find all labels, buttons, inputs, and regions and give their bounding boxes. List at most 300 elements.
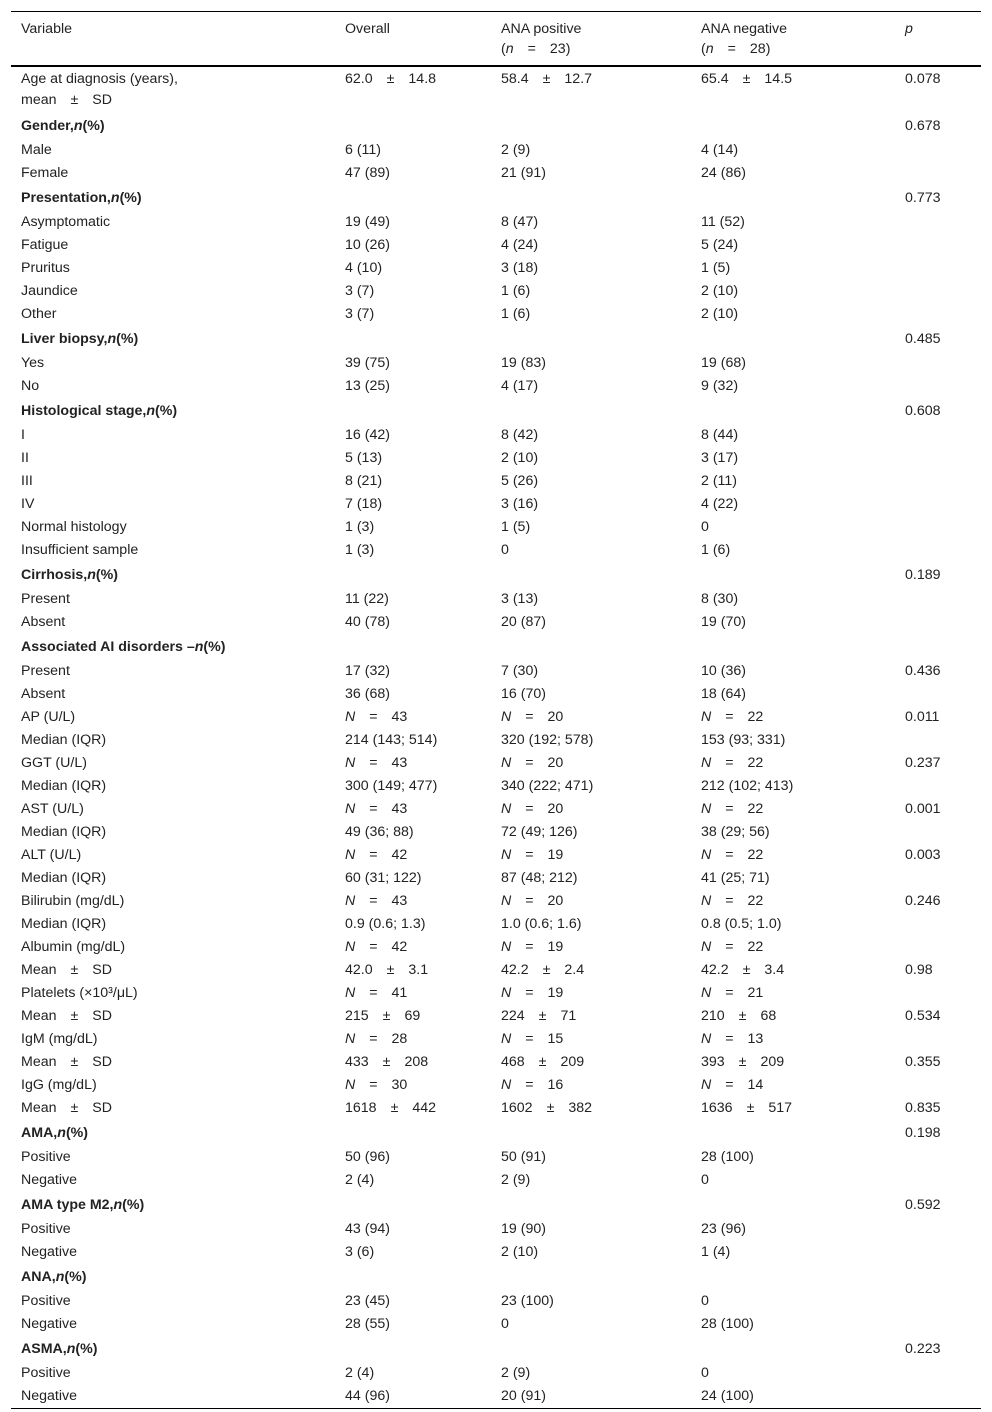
age-ana-negative: 65.4 ± 14.5 <box>701 71 793 87</box>
row-label: Normal histology <box>21 519 127 535</box>
cell-p-value <box>895 1074 981 1097</box>
row-label: Absent <box>21 686 66 702</box>
cell-p-value <box>895 821 981 844</box>
row-label: Positive <box>21 1365 71 1381</box>
cell-ana-positive: 16 (70) <box>501 686 546 702</box>
cell-p-value <box>895 516 981 539</box>
row-label: Mean ± SD <box>21 1100 113 1116</box>
cell-ana-negative <box>691 326 895 352</box>
cell-ana-negative: 210 ± 68 <box>701 1008 777 1024</box>
cell-ana-positive: 8 (42) <box>501 427 539 443</box>
cell-p-value <box>895 634 981 660</box>
cell-ana-positive: 3 (16) <box>501 496 539 512</box>
cell-ana-positive-n-value: 20 <box>547 755 564 771</box>
cell-overall: N = 42 <box>345 847 408 863</box>
header-ana-positive-n-label: n <box>505 41 514 57</box>
row-label: Pruritus <box>21 260 70 276</box>
cell-p-value <box>895 1241 981 1264</box>
cell-p-value: 0.98 <box>905 962 933 978</box>
cell-p-value <box>895 257 981 280</box>
section-pct-label: (%) <box>65 1125 89 1141</box>
cell-ana-positive-n-value: 16 <box>547 1077 564 1093</box>
cell-ana-negative-n-symbol: N <box>701 755 712 771</box>
cell-p-value <box>895 162 981 185</box>
row-label: Insufficient sample <box>21 542 139 558</box>
cell-ana-negative: 3 (17) <box>701 450 739 466</box>
table-row <box>11 113 981 139</box>
cell-overall: 19 (49) <box>345 214 390 230</box>
cell-overall <box>335 1192 491 1218</box>
cell-p-value: 0.001 <box>905 801 941 817</box>
cell-overall: 49 (36; 88) <box>345 824 414 840</box>
section-n-label: n <box>55 1269 65 1285</box>
row-label: Fatigue <box>21 237 69 253</box>
section-n-label: n <box>113 1197 123 1213</box>
cell-overall: 1 (3) <box>345 542 375 558</box>
section-label: Gender, <box>21 118 74 134</box>
table-row <box>11 398 981 424</box>
cell-ana-positive <box>491 562 691 588</box>
cell-overall-n-symbol: N <box>345 939 356 955</box>
cell-ana-positive <box>491 1192 691 1218</box>
table-row <box>11 162 981 185</box>
cell-ana-negative: N = 22 <box>701 847 764 863</box>
cell-p-value: 0.773 <box>905 190 941 206</box>
row-label: Median (IQR) <box>21 824 107 840</box>
cell-ana-negative: 42.2 ± 3.4 <box>701 962 785 978</box>
cell-p-value: 0.534 <box>905 1008 941 1024</box>
cell-p-value <box>895 1146 981 1169</box>
cell-ana-positive: 2 (9) <box>501 1172 531 1188</box>
table-row <box>11 470 981 493</box>
cell-ana-positive: 2 (10) <box>501 450 539 466</box>
age-ana-positive: 58.4 ± 12.7 <box>501 71 593 87</box>
cell-overall-n-symbol: N <box>345 1031 356 1047</box>
cell-ana-positive: 1602 ± 382 <box>501 1100 593 1116</box>
cell-ana-positive <box>491 398 691 424</box>
cell-ana-positive-n-value: 20 <box>547 893 564 909</box>
table-row <box>11 211 981 234</box>
table-row <box>11 660 981 683</box>
cell-ana-positive: 1 (6) <box>501 306 531 322</box>
cell-ana-negative-n-symbol: N <box>701 893 712 909</box>
table-row <box>11 752 981 775</box>
header-ana-positive: ANA positive (n = 23) <box>501 21 582 57</box>
cell-overall <box>335 1336 491 1362</box>
cell-ana-positive: 87 (48; 212) <box>501 870 578 886</box>
age-p-value: 0.078 <box>905 71 941 87</box>
row-label: Positive <box>21 1293 71 1309</box>
cell-ana-negative: N = 22 <box>701 893 764 909</box>
cell-ana-positive: N = 15 <box>501 1031 564 1047</box>
section-label: Cirrhosis, <box>21 567 88 583</box>
section-label: Histological stage, <box>21 403 147 419</box>
header-ana-negative: ANA negative (n = 28) <box>701 21 787 57</box>
cell-ana-positive: N = 20 <box>501 801 564 817</box>
cell-ana-negative: N = 21 <box>701 985 764 1001</box>
cell-overall <box>335 326 491 352</box>
cell-ana-negative: 5 (24) <box>701 237 739 253</box>
table-row-age <box>11 66 981 113</box>
cell-ana-negative: 393 ± 209 <box>701 1054 785 1070</box>
cell-ana-positive <box>491 185 691 211</box>
cell-overall: 1 (3) <box>345 519 375 535</box>
row-label: Other <box>21 306 57 322</box>
cell-p-value <box>895 211 981 234</box>
cell-overall: 39 (75) <box>345 355 390 371</box>
table-row <box>11 775 981 798</box>
row-label: Present <box>21 591 70 607</box>
cell-ana-positive: 340 (222; 471) <box>501 778 594 794</box>
cell-p-value <box>895 913 981 936</box>
table-row <box>11 1362 981 1385</box>
section-n-label: n <box>66 1341 76 1357</box>
section-n-label: n <box>57 1125 66 1141</box>
row-label: Median (IQR) <box>21 778 107 794</box>
cell-ana-positive: N = 20 <box>501 893 564 909</box>
cell-ana-negative: 1 (4) <box>701 1244 731 1260</box>
cell-ana-positive <box>491 1120 691 1146</box>
cell-ana-positive: 0 <box>501 542 509 558</box>
cell-ana-negative-n-value: 22 <box>747 709 764 725</box>
table-row <box>11 303 981 326</box>
cell-p-value <box>895 1028 981 1051</box>
table-row <box>11 611 981 634</box>
section-heading <box>11 1336 335 1362</box>
row-label: IV <box>21 496 35 512</box>
cell-p-value: 0.608 <box>905 403 941 419</box>
row-label: Female <box>21 165 69 181</box>
cell-ana-negative: 1 (5) <box>701 260 731 276</box>
section-label: AMA, <box>21 1125 58 1141</box>
table-row <box>11 913 981 936</box>
cell-ana-negative-n-value: 22 <box>747 755 764 771</box>
cell-ana-negative: 4 (14) <box>701 142 739 158</box>
cell-ana-positive-n-value: 19 <box>547 985 564 1001</box>
cell-ana-positive-n-symbol: N <box>501 709 512 725</box>
cell-p-value: 0.237 <box>905 755 941 771</box>
cell-ana-negative: 0 <box>701 1293 709 1309</box>
table-body <box>11 66 981 1409</box>
row-label: III <box>21 473 33 489</box>
results-table <box>11 11 981 1409</box>
age-label <box>11 66 335 113</box>
cell-ana-negative: 24 (100) <box>701 1388 754 1404</box>
cell-ana-positive: 1.0 (0.6; 1.6) <box>501 916 582 932</box>
section-pct-label: (%) <box>64 1269 87 1285</box>
cell-overall: 23 (45) <box>345 1293 390 1309</box>
section-pct-label: (%) <box>82 118 105 134</box>
cell-ana-negative: 0.8 (0.5; 1.0) <box>701 916 782 932</box>
row-label: No <box>21 378 40 394</box>
cell-ana-positive: N = 19 <box>501 985 564 1001</box>
cell-ana-negative-n-symbol: N <box>701 1031 712 1047</box>
cell-p-value: 0.485 <box>905 331 941 347</box>
table-row <box>11 844 981 867</box>
table-row <box>11 706 981 729</box>
cell-overall <box>335 562 491 588</box>
cell-ana-negative: 19 (68) <box>701 355 746 371</box>
row-label: Negative <box>21 1316 77 1332</box>
cell-ana-negative: 41 (25; 71) <box>701 870 770 886</box>
cell-ana-negative: 212 (102; 413) <box>701 778 794 794</box>
cell-p-value <box>895 936 981 959</box>
cell-overall: 10 (26) <box>345 237 390 253</box>
cell-ana-positive-n-value: 19 <box>547 939 564 955</box>
cell-p-value <box>895 1362 981 1385</box>
cell-ana-negative <box>691 562 895 588</box>
row-label: I <box>21 427 25 443</box>
row-label: Absent <box>21 614 66 630</box>
cell-p-value: 0.223 <box>905 1341 941 1357</box>
cell-ana-positive-n-value: 15 <box>547 1031 564 1047</box>
row-label: Positive <box>21 1149 71 1165</box>
cell-p-value <box>895 234 981 257</box>
cell-ana-negative: N = 22 <box>701 939 764 955</box>
cell-overall <box>335 634 491 660</box>
cell-ana-positive <box>491 113 691 139</box>
cell-ana-negative: 2 (10) <box>701 283 739 299</box>
cell-p-value <box>895 1264 981 1290</box>
cell-p-value: 0.436 <box>905 663 941 679</box>
cell-ana-negative: 19 (70) <box>701 614 746 630</box>
cell-p-value: 0.835 <box>905 1100 941 1116</box>
header-ana-negative-n-value: 28 <box>749 41 766 57</box>
cell-p-value <box>895 424 981 447</box>
section-n-label: n <box>73 118 83 134</box>
table-row <box>11 562 981 588</box>
cell-p-value <box>895 303 981 326</box>
row-label: Yes <box>21 355 45 371</box>
cell-ana-negative-n-value: 14 <box>747 1077 764 1093</box>
row-label: Mean ± SD <box>21 1054 113 1070</box>
cell-p-value <box>895 1313 981 1336</box>
cell-overall: N = 41 <box>345 985 408 1001</box>
row-label: IgG (mg/dL) <box>21 1077 97 1093</box>
age-overall: 62.0 ± 14.8 <box>345 71 437 87</box>
cell-p-value <box>895 982 981 1005</box>
cell-ana-positive: 1 (6) <box>501 283 531 299</box>
cell-overall: 214 (143; 514) <box>345 732 438 748</box>
cell-p-value: 0.011 <box>905 709 940 725</box>
section-n-label: n <box>87 567 96 583</box>
cell-overall: 433 ± 208 <box>345 1054 429 1070</box>
cell-ana-negative: 0 <box>701 519 709 535</box>
row-label: Negative <box>21 1388 77 1404</box>
cell-ana-positive <box>491 1336 691 1362</box>
cell-ana-positive: 2 (9) <box>501 1365 531 1381</box>
cell-ana-positive: 20 (87) <box>501 614 546 630</box>
table-row <box>11 1290 981 1313</box>
cell-ana-negative: 23 (96) <box>701 1221 746 1237</box>
cell-overall: 50 (96) <box>345 1149 390 1165</box>
cell-ana-positive-n-symbol: N <box>501 1077 512 1093</box>
section-n-label: n <box>194 639 204 655</box>
cell-ana-positive: 42.2 ± 2.4 <box>501 962 585 978</box>
cell-overall: 2 (4) <box>345 1172 375 1188</box>
table-row <box>11 1074 981 1097</box>
table-row <box>11 375 981 398</box>
cell-ana-positive: N = 19 <box>501 939 564 955</box>
section-n-label: n <box>146 403 156 419</box>
row-label: Albumin (mg/dL) <box>21 939 126 955</box>
row-label: AST (U/L) <box>21 801 84 817</box>
row-label: GGT (U/L) <box>21 755 87 771</box>
cell-ana-negative: 18 (64) <box>701 686 746 702</box>
row-label: Positive <box>21 1221 71 1237</box>
cell-overall-n-value: 28 <box>391 1031 408 1047</box>
row-label: AP (U/L) <box>21 709 76 725</box>
cell-p-value <box>895 375 981 398</box>
cell-p-value <box>895 611 981 634</box>
table-container <box>11 11 981 1409</box>
cell-overall: 13 (25) <box>345 378 390 394</box>
section-pct-label: (%) <box>75 1341 98 1357</box>
table-row <box>11 1146 981 1169</box>
table-row <box>11 867 981 890</box>
cell-ana-negative: 2 (10) <box>701 306 739 322</box>
cell-p-value <box>895 280 981 303</box>
cell-ana-positive: 2 (9) <box>501 142 531 158</box>
table-row <box>11 352 981 375</box>
cell-ana-positive: 7 (30) <box>501 663 539 679</box>
cell-ana-positive-n-symbol: N <box>501 1031 512 1047</box>
section-heading <box>11 185 335 211</box>
cell-ana-positive: 224 ± 71 <box>501 1008 577 1024</box>
row-label: Present <box>21 663 70 679</box>
table-row <box>11 234 981 257</box>
cell-ana-negative: 9 (32) <box>701 378 739 394</box>
cell-ana-negative: 4 (22) <box>701 496 739 512</box>
cell-ana-negative: 10 (36) <box>701 663 746 679</box>
cell-ana-negative: N = 14 <box>701 1077 764 1093</box>
age-label-line2: mean ± SD <box>21 92 113 108</box>
cell-ana-negative-n-value: 22 <box>747 847 764 863</box>
cell-overall-n-symbol: N <box>345 801 356 817</box>
cell-ana-positive: 4 (17) <box>501 378 539 394</box>
table-row <box>11 424 981 447</box>
cell-overall: 1618 ± 442 <box>345 1100 437 1116</box>
table-row <box>11 516 981 539</box>
section-label: Liver biopsy, <box>21 331 108 347</box>
cell-ana-negative: 2 (11) <box>701 473 738 489</box>
cell-ana-positive: 19 (83) <box>501 355 546 371</box>
cell-ana-positive <box>491 634 691 660</box>
cell-ana-negative: 11 (52) <box>701 214 745 230</box>
cell-overall: 215 ± 69 <box>345 1008 421 1024</box>
cell-overall: N = 30 <box>345 1077 408 1093</box>
cell-overall: 28 (55) <box>345 1316 390 1332</box>
cell-overall: 11 (22) <box>345 591 389 607</box>
cell-p-value: 0.678 <box>905 118 941 134</box>
row-label: Median (IQR) <box>21 870 107 886</box>
cell-ana-positive: 2 (10) <box>501 1244 539 1260</box>
cell-ana-negative <box>691 113 895 139</box>
cell-overall: 40 (78) <box>345 614 390 630</box>
table-row <box>11 1005 981 1028</box>
cell-ana-negative: N = 22 <box>701 801 764 817</box>
section-label: ANA, <box>21 1269 56 1285</box>
row-label: Platelets (×10³/μL) <box>21 985 138 1001</box>
cell-overall: 60 (31; 122) <box>345 870 422 886</box>
cell-overall: 7 (18) <box>345 496 383 512</box>
cell-ana-positive-n-symbol: N <box>501 939 512 955</box>
cell-overall-n-symbol: N <box>345 985 356 1001</box>
cell-ana-negative: 28 (100) <box>701 1149 754 1165</box>
cell-overall <box>335 1120 491 1146</box>
table-row <box>11 798 981 821</box>
section-heading <box>11 562 335 588</box>
table-row <box>11 588 981 611</box>
cell-overall: N = 42 <box>345 939 408 955</box>
row-label: Jaundice <box>21 283 78 299</box>
cell-overall-n-value: 43 <box>391 709 408 725</box>
header-overall: Overall <box>345 21 390 37</box>
cell-p-value: 0.003 <box>905 847 941 863</box>
header-ana-positive-n-value: 23 <box>549 41 566 57</box>
row-label: Median (IQR) <box>21 916 107 932</box>
cell-ana-negative <box>691 634 895 660</box>
age-label-line1: Age at diagnosis (years), <box>21 71 178 87</box>
cell-ana-positive-n-symbol: N <box>501 985 512 1001</box>
cell-overall: 5 (13) <box>345 450 383 466</box>
cell-overall-n-symbol: N <box>345 893 356 909</box>
row-label: II <box>21 450 29 466</box>
cell-ana-negative <box>691 185 895 211</box>
cell-ana-positive: 468 ± 209 <box>501 1054 585 1070</box>
cell-ana-positive <box>491 1264 691 1290</box>
table-row <box>11 1385 981 1409</box>
cell-ana-negative-n-symbol: N <box>701 1077 712 1093</box>
cell-ana-negative: 24 (86) <box>701 165 746 181</box>
table-row <box>11 447 981 470</box>
cell-p-value <box>895 352 981 375</box>
cell-ana-negative-n-symbol: N <box>701 709 712 725</box>
cell-ana-positive: 3 (18) <box>501 260 539 276</box>
cell-p-value: 0.198 <box>905 1125 941 1141</box>
cell-ana-positive: 19 (90) <box>501 1221 546 1237</box>
cell-ana-positive: 8 (47) <box>501 214 539 230</box>
cell-overall-n-value: 43 <box>391 755 408 771</box>
section-pct-label: (%) <box>116 331 139 347</box>
cell-p-value <box>895 447 981 470</box>
cell-ana-negative-n-symbol: N <box>701 985 712 1001</box>
cell-overall: N = 43 <box>345 755 408 771</box>
table-row <box>11 280 981 303</box>
cell-overall: 17 (32) <box>345 663 390 679</box>
cell-ana-negative <box>691 1336 895 1362</box>
cell-overall: 3 (7) <box>345 283 375 299</box>
table-row <box>11 493 981 516</box>
cell-overall: N = 43 <box>345 801 408 817</box>
row-label: Mean ± SD <box>21 1008 113 1024</box>
cell-ana-positive-n-symbol: N <box>501 847 512 863</box>
cell-ana-negative: N = 22 <box>701 755 764 771</box>
section-heading <box>11 634 335 660</box>
section-heading <box>11 326 335 352</box>
cell-p-value <box>895 1218 981 1241</box>
row-label: ALT (U/L) <box>21 847 82 863</box>
table-row <box>11 821 981 844</box>
cell-overall-n-symbol: N <box>345 709 356 725</box>
table-row <box>11 1097 981 1120</box>
cell-ana-negative: 8 (44) <box>701 427 739 443</box>
cell-overall-n-value: 42 <box>391 847 408 863</box>
cell-overall-n-value: 30 <box>391 1077 408 1093</box>
table-row <box>11 982 981 1005</box>
cell-overall-n-value: 43 <box>391 893 408 909</box>
cell-overall: 8 (21) <box>345 473 383 489</box>
